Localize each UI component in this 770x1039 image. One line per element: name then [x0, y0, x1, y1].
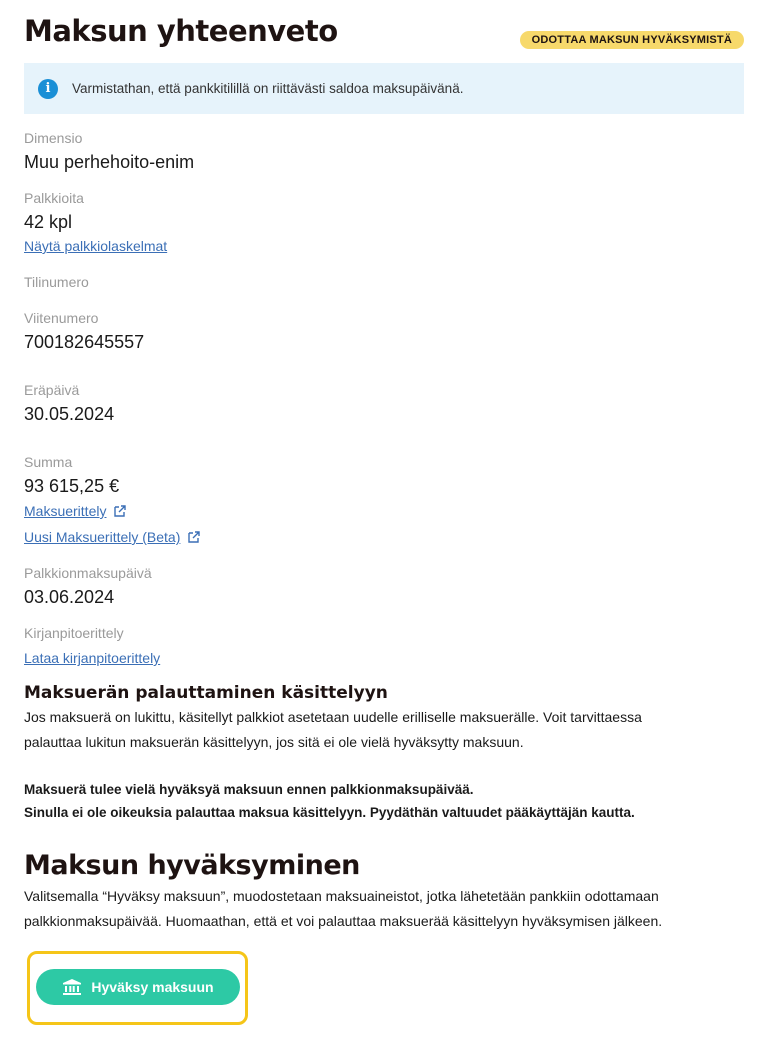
info-icon: i: [38, 79, 58, 99]
payment-batch-beta-link-label: Uusi Maksuerittely (Beta): [24, 529, 181, 545]
download-accounting-link[interactable]: Lataa kirjanpitoerittely: [24, 650, 161, 666]
info-notice-text: Varmistathan, että pankkitilillä on riittävästi saldoa maksupäivänä.: [72, 81, 464, 96]
approve-payment-button-label: Hyväksy maksuun: [91, 979, 214, 995]
due-date-value: 30.05.2024: [24, 404, 115, 424]
return-warning-line2: Sinulla ei ole oikeuksia palauttaa maksua käsittelyyn. Pyydäthän valtuudet pääkäyttäjän kautta.: [24, 805, 635, 820]
rewards-value: 42 kpl: [24, 212, 73, 232]
approval-text-line2: palkkionmaksupäivää. Huomaathan, että et voi palauttaa maksuerää käsittelyyn hyväksymisen jälkeen.: [24, 913, 663, 929]
payment-batch-link-label: Maksuerittely: [24, 503, 107, 519]
return-section-text-line2: palauttaa lukitun maksuerän käsittelyyn, jos sitä ei ole vielä hyväksytty maksuun.: [24, 734, 524, 750]
return-section-text-line1: Jos maksuerä on lukittu, käsitellyt palkkiot asetetaan uudelle erilliselle maksuerälle. Voit tarvittaessa: [24, 709, 642, 725]
sum-value: 93 615,25 €: [24, 476, 120, 496]
reward-payment-date-label: Palkkionmaksupäivä: [24, 565, 152, 581]
payment-batch-beta-link[interactable]: [24, 529, 200, 545]
accounting-label: Kirjanpitoerittely: [24, 625, 124, 641]
account-number-label: Tilinumero: [24, 274, 89, 290]
dimension-label: Dimensio: [24, 130, 83, 146]
approve-payment-button[interactable]: [36, 969, 240, 1005]
page-header: [24, 14, 744, 54]
reward-payment-date-value: 03.06.2024: [24, 587, 115, 607]
approval-text-line1: Valitsemalla “Hyväksy maksuun”, muodostetaan maksuaineistot, jotka lähetetään pankkiin odottamaan: [24, 888, 659, 904]
return-warning-line1: Maksuerä tulee vielä hyväksyä maksuun ennen palkkionmaksupäivää.: [24, 782, 474, 797]
show-reward-calculations-link[interactable]: Näytä palkkiolaskelmat: [24, 238, 168, 254]
external-link-icon: [188, 531, 200, 543]
return-section-title: Maksuerän palauttaminen käsittelyyn: [24, 683, 388, 703]
sum-label: Summa: [24, 454, 73, 470]
reference-number-value: 700182645557: [24, 332, 145, 352]
dimension-value: Muu perhehoito-enim: [24, 152, 195, 172]
page-title: Maksun yhteenveto: [24, 14, 338, 48]
approval-section-title: Maksun hyväksyminen: [24, 850, 360, 881]
info-notice: [24, 63, 744, 114]
due-date-label: Eräpäivä: [24, 382, 80, 398]
rewards-label: Palkkioita: [24, 190, 84, 206]
payment-batch-link[interactable]: [24, 503, 126, 519]
external-link-icon: [114, 505, 126, 517]
bank-icon: [62, 978, 82, 996]
status-badge: ODOTTAA MAKSUN HYVÄKSYMISTÄ: [520, 31, 744, 49]
reference-number-label: Viitenumero: [24, 310, 99, 326]
